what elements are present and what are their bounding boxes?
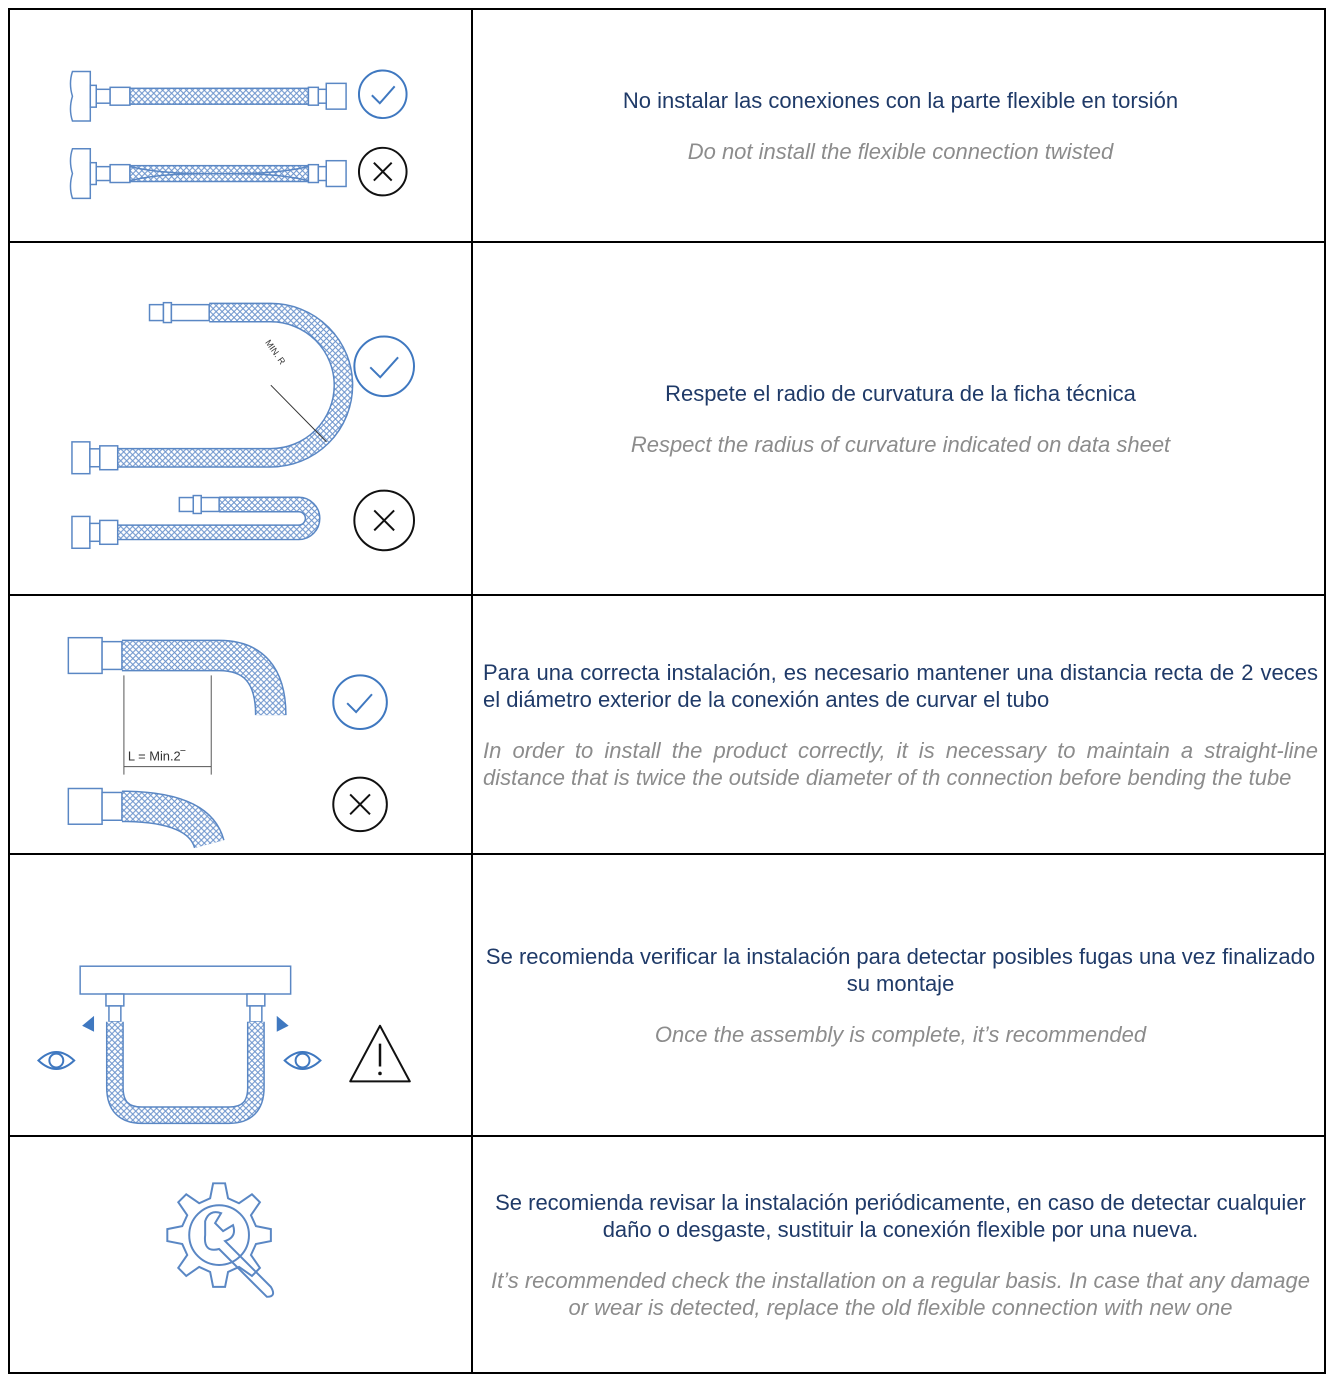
- instructions-table: [8, 8, 1326, 1374]
- instruction-en: Respect the radius of curvature indicated on data sheet: [630, 431, 1171, 457]
- instruction-es: No instalar las conexiones con la parte flexible en torsión: [622, 87, 1179, 113]
- leak-check-diagram: [10, 855, 473, 1135]
- instruction-en: In order to install the product correctly, it is necessary to maintain a straight-line distance that is twice the outside diameter of th connection before bending the tube: [483, 737, 1318, 790]
- straight-length-diagram: [10, 596, 473, 853]
- eye-icon: [38, 1052, 74, 1069]
- warning-triangle-icon: [350, 1026, 410, 1082]
- maintenance-diagram: [10, 1137, 473, 1372]
- check-circle-icon: [359, 70, 407, 118]
- instruction-es: Se recomienda verificar la instalación para detectar posibles fugas una vez finalizado su montaje: [485, 943, 1316, 996]
- table-row: [10, 1137, 1324, 1372]
- bend-radius-diagram: [10, 243, 473, 594]
- instruction-es: Respete el radio de curvatura de la ficha técnica: [665, 380, 1136, 406]
- gear-wrench-icon: [167, 1183, 273, 1297]
- hose-twisted: [70, 149, 346, 199]
- instruction-en: It’s recommended check the installation on a regular basis. In case that any damage or wear is detected, replace the old flexible connection with new one: [491, 1267, 1310, 1320]
- table-row: [10, 243, 1324, 596]
- x-circle-icon: [354, 491, 414, 551]
- instruction-es: Se recomienda revisar la instalación periódicamente, en caso de detectar cualquier daño o desgaste, sustituir la conexión flexible por una nueva.: [495, 1189, 1306, 1242]
- hose-straight: [70, 71, 346, 121]
- check-circle-icon: [354, 336, 414, 396]
- min-radius-label: MIN. R: [263, 337, 288, 367]
- table-row: [10, 855, 1324, 1137]
- manifold-with-hose: [80, 966, 290, 1115]
- instruction-en: Once the assembly is complete, it’s recommended: [654, 1021, 1147, 1047]
- eye-icon: [285, 1052, 321, 1069]
- hose-incorrect-bend: [68, 789, 209, 845]
- table-row: [10, 10, 1324, 243]
- x-circle-icon: [333, 778, 387, 832]
- hose-tight-bend: [72, 496, 313, 549]
- instruction-es: Para una correcta instalación, es necesario mantener una distancia recta de 2 veces el diámetro exterior de la conexión antes de curvar el tubo: [483, 659, 1318, 712]
- hose-correct-bend: [72, 303, 343, 474]
- twist-diagram: [10, 10, 473, 241]
- instruction-en: Do not install the flexible connection twisted: [687, 138, 1114, 164]
- x-circle-icon: [359, 148, 407, 196]
- min-length-label: L = Min.2‾: [127, 748, 186, 764]
- table-row: [10, 596, 1324, 855]
- check-circle-icon: [333, 675, 387, 729]
